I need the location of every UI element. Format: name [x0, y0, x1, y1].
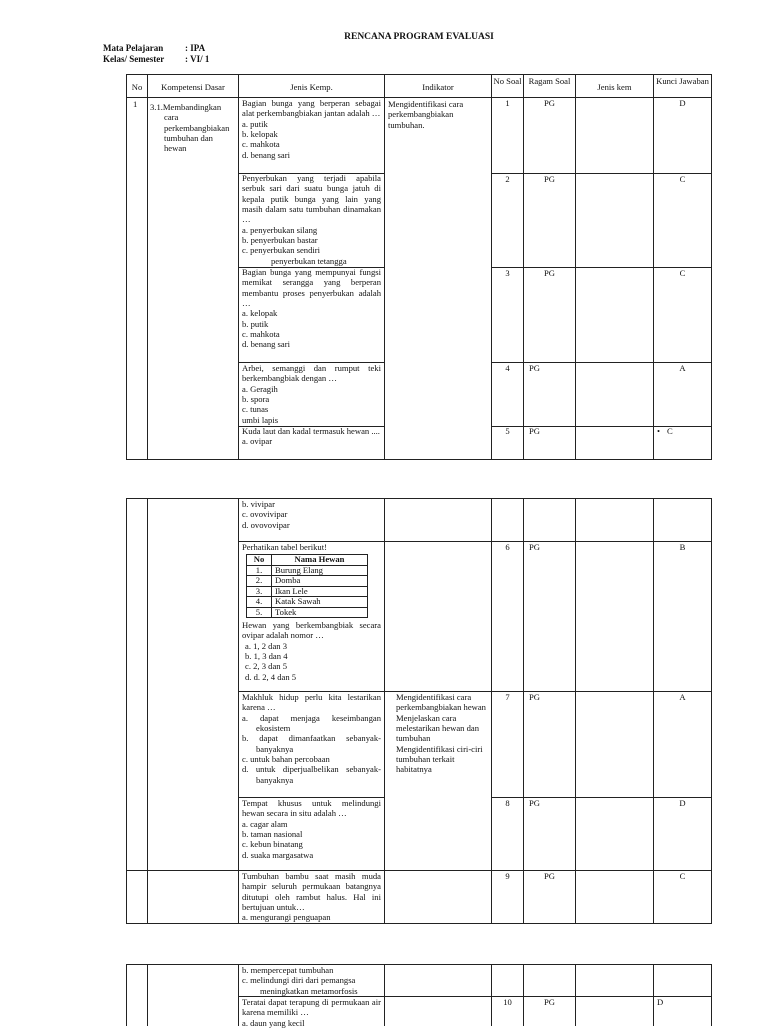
question-5-number: 5: [505, 426, 510, 436]
question-1-option-a: a. putik: [242, 118, 268, 129]
question-5-option-c: c. ovovivipar: [242, 509, 288, 520]
question-6-animal-table: [246, 554, 368, 618]
question-8-option-a: a. cagar alam: [242, 818, 288, 829]
question-8-option-b: b. taman nasional: [242, 828, 303, 839]
question-6-option-a: a. 1, 2 dan 3: [245, 640, 288, 651]
question-6-stem: Perhatikan tabel berikut!: [242, 542, 327, 552]
question-2-ragam: PG: [544, 174, 555, 184]
animal-table-header-name: Nama Hewan: [272, 555, 368, 565]
question-9-number: 9: [505, 871, 510, 881]
question-4-ragam: PG: [529, 363, 540, 373]
question-9-option-c: c. melindungi diri dari pemangsa: [242, 975, 356, 986]
question-4-kunci: A: [679, 363, 686, 373]
question-10: [242, 997, 381, 1028]
question-8-option-d: d. suaka margasatwa: [242, 849, 314, 860]
question-5-stem: Kuda laut dan kadal termasuk hewan ....: [242, 426, 380, 436]
question-10-stem: Teratai dapat terapung di permukaan air karena memiliki …: [242, 997, 381, 1018]
question-7-option-a: a. dapat menjaga keseimbangan ekosistem: [242, 712, 381, 733]
question-6-ragam: PG: [529, 542, 540, 552]
question-4-option-a: a. Geragih: [242, 383, 278, 394]
table-row: [247, 565, 368, 575]
question-8-option-c: c. kebun binatang: [242, 839, 303, 850]
indikator-2-line-2: Menjelaskan cara melestarikan hewan dan tumbuhan: [396, 712, 480, 744]
question-6-kunci: B: [679, 542, 686, 552]
question-2-option-a: a. penyerbukan silang: [242, 224, 318, 235]
question-1: [242, 98, 381, 160]
question-6-option-b: b. 1, 3 dan 4: [245, 650, 288, 661]
question-5-continued: [242, 499, 381, 530]
col-header-no: No: [131, 82, 143, 92]
question-1-option-d: d. benang sari: [242, 149, 290, 160]
question-4-stem: Arbei, semanggi dan rumput teki berkembangbiak dengan …: [242, 363, 381, 384]
col-header-jenis-kemp: Jenis Kemp.: [290, 82, 333, 92]
question-8-ragam: PG: [529, 798, 540, 808]
question-2-option-b: b. penyerbukan bastar: [242, 234, 318, 245]
subject-line: [103, 43, 205, 54]
class-line: [103, 54, 209, 65]
document-title: RENCANA PROGRAM EVALUASI: [344, 32, 494, 42]
animal-no: 2.: [247, 576, 272, 586]
animal-no: 4.: [247, 597, 272, 607]
question-3-option-c: c. mahkota: [242, 328, 280, 339]
question-9-continued: [242, 965, 381, 996]
table-row: [247, 586, 368, 596]
question-2: [242, 173, 381, 266]
question-4-option-b: b. spora: [242, 393, 270, 404]
question-6-number: 6: [505, 542, 510, 552]
col-header-jenis-kem: Jenis kem: [597, 82, 632, 92]
question-9-option-d: meningkatkan metamorfosis: [260, 985, 358, 996]
question-7-option-d: d. untuk diperjualbelikan sebanyak-banyaknya: [242, 764, 381, 785]
table-row: [247, 607, 368, 617]
question-3-option-d: d. benang sari: [242, 339, 290, 350]
animal-no: 3.: [247, 586, 272, 596]
question-5-option-a: a. ovipar: [242, 436, 273, 447]
table-block-3: [126, 964, 712, 1026]
indikator-2-line-1: Mengidentifikasi cara perkembangbiakan hewan: [396, 692, 486, 713]
question-2-stem: Penyerbukan yang terjadi apabila serbuk sari dari suatu bunga jatuh di kepala putik bunga yang lain yang masih dalam satu tumbuhan dinamakan …: [242, 173, 381, 225]
question-5-kunci: • C: [657, 426, 673, 436]
subject-value: : IPA: [185, 43, 206, 53]
animal-name: Tokek: [272, 607, 368, 617]
question-6-option-c: c. 2, 3 dan 5: [245, 661, 288, 672]
question-9-option-a: a. mengurangi penguapan: [242, 912, 331, 923]
question-6-option-d: d. d. 2, 4 dan 5: [245, 671, 297, 682]
question-5-option-b: b. vivipar: [242, 499, 275, 509]
question-4-number: 4: [505, 363, 510, 373]
question-4: [242, 363, 381, 425]
question-3-option-b: b. putik: [242, 318, 269, 329]
question-7-stem: Makhluk hidup perlu kita lestarikan karena …: [242, 692, 381, 713]
question-9: [242, 871, 381, 923]
question-9-kunci: C: [679, 871, 686, 881]
question-8-kunci: D: [679, 798, 686, 808]
question-6: [242, 542, 381, 682]
question-8-number: 8: [505, 798, 510, 808]
question-2-option-c: c. penyerbukan sendiri: [242, 245, 321, 256]
class-label: Kelas/ Semester: [103, 54, 165, 64]
question-1-ragam: PG: [544, 98, 555, 108]
question-4-option-c: c. tunas: [242, 404, 269, 415]
question-2-option-d: penyerbukan tetangga: [271, 255, 347, 266]
class-value: : VI/ 1: [185, 54, 210, 64]
col-header-kompetensi: Kompetensi Dasar: [161, 82, 225, 92]
question-7-kunci: A: [679, 692, 686, 702]
question-3-number: 3: [505, 268, 510, 278]
question-10-ragam: PG: [544, 997, 555, 1007]
indikator-2-line-3: Mengidentifikasi ciri-ciri tumbuhan terkait habitatnya: [396, 743, 483, 775]
table-row: [247, 576, 368, 586]
question-3-option-a: a. kelopak: [242, 308, 278, 319]
question-2-kunci: C: [679, 174, 686, 184]
col-header-no-soal: No Soal: [493, 76, 522, 86]
animal-name: Katak Sawah: [272, 597, 368, 607]
question-2-number: 2: [505, 174, 510, 184]
indikator-1: Mengidentifikasi cara perkembangbiakan tumbuhan.: [388, 99, 464, 130]
question-7: [242, 692, 381, 785]
question-9-stem: Tumbuhan bambu saat masih muda hampir seluruh permukaan batangnya ditutupi oleh rambut halus. Hal ini bertujuan untuk…: [242, 871, 381, 912]
col-header-indikator: Indikator: [422, 82, 454, 92]
col-header-ragam-soal: Ragam Soal: [528, 76, 571, 86]
question-3-ragam: PG: [544, 268, 555, 278]
question-1-number: 1: [505, 98, 510, 108]
indikator-2: [396, 692, 488, 775]
question-8-stem: Tempat khusus untuk melindungi hewan secara in situ adalah …: [242, 798, 381, 819]
subject-label: Mata Pelajaran: [103, 43, 164, 53]
col-header-kunci-jawaban: Kunci Jawaban: [656, 76, 709, 86]
table-block-2: [126, 498, 712, 924]
table-row: [247, 597, 368, 607]
question-1-kunci: D: [679, 98, 686, 108]
question-8: [242, 798, 381, 860]
question-10-number: 10: [503, 997, 512, 1007]
animal-no: 1.: [247, 565, 272, 575]
question-1-option-b: b. kelopak: [242, 128, 278, 139]
question-5-ragam: PG: [529, 426, 540, 436]
question-6-stem-2: Hewan yang berkembangbiak secara ovipar adalah nomor …: [242, 620, 381, 641]
question-3-kunci: C: [679, 268, 686, 278]
question-10-option-a: a. daun yang kecil: [242, 1017, 305, 1028]
question-3-stem: Bagian bunga yang mempunyai fungsi memikat serangga yang berperan membantu proses penyerbukan adalah …: [242, 267, 381, 308]
animal-name: Ikan Lele: [272, 586, 368, 596]
question-5: [242, 426, 381, 447]
animal-name: Domba: [272, 576, 368, 586]
question-7-option-b: b. dapat dimanfaatkan sebanyak-banyaknya: [242, 733, 381, 754]
animal-table-header-no: No: [247, 555, 272, 565]
question-7-number: 7: [505, 692, 510, 702]
row-number: 1: [133, 99, 138, 109]
animal-no: 5.: [247, 607, 272, 617]
question-7-option-c: c. untuk bahan percobaan: [242, 753, 330, 764]
question-10-kunci: D: [657, 997, 664, 1007]
question-3: [242, 267, 381, 350]
question-4-option-d: umbi lapis: [242, 414, 279, 425]
question-7-ragam: PG: [529, 692, 540, 702]
question-1-stem: Bagian bunga yang berperan sebagai alat perkembangbiakan jantan adalah …: [242, 98, 381, 119]
question-5-option-d: d. ovovovipar: [242, 519, 290, 530]
table-block-1: [126, 74, 712, 460]
kompetensi-dasar: 3.1.Membandingkan cara perkembangbiakan tumbuhan dan hewan: [150, 102, 230, 154]
animal-name: Burung Elang: [272, 565, 368, 575]
question-9-option-b: b. mempercepat tumbuhan: [242, 965, 334, 975]
question-1-option-c: c. mahkota: [242, 139, 280, 150]
question-9-ragam: PG: [544, 871, 555, 881]
